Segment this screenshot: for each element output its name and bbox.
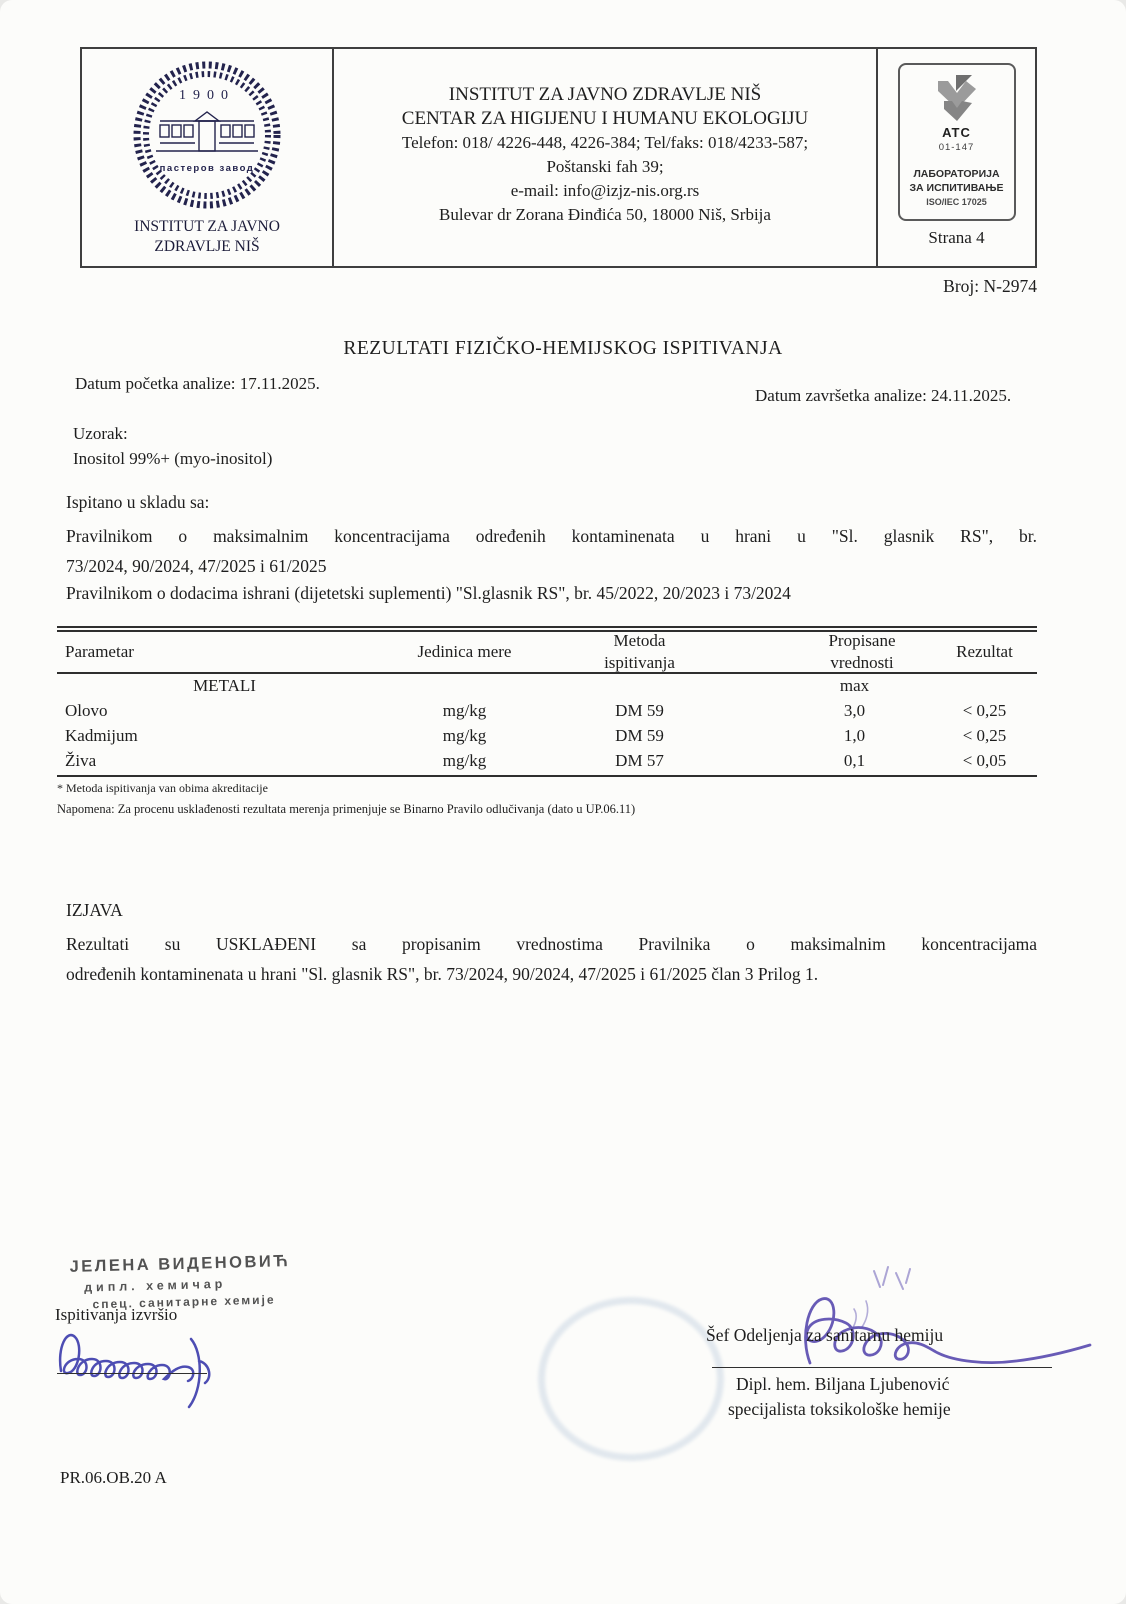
regulation-1	[66, 521, 1037, 581]
col-propisane	[732, 630, 902, 674]
cell-propisano: 3,0	[843, 700, 866, 720]
stamp-name: ЈЕЛЕНА ВИДЕНОВИЋ	[69, 1252, 291, 1276]
analysis-end-date: Datum završetka analize: 24.11.2025.	[755, 386, 1012, 405]
atc-label: ATC	[942, 125, 971, 140]
page-number-label: Strana 4	[928, 228, 985, 247]
cell-jedinica: mg/kg	[442, 725, 487, 745]
approver-role: Šef Odeljenja za sanitarnu hemiju	[706, 1325, 944, 1345]
footnote-accreditation: * Metoda ispitivanja van obima akreditacije	[57, 781, 268, 795]
atc-number: 01-147	[938, 142, 975, 153]
lab-line2: ЗА ИСПИТИВАЊЕ	[909, 182, 1004, 194]
accreditation-cell	[878, 49, 1035, 266]
center-name: CENTAR ZA HIGIJENU I HUMANU EKOLOGIJU	[401, 108, 809, 129]
laurel-wreath-outer	[137, 65, 277, 205]
iso-standard: ISO/IEC 17025	[926, 197, 987, 207]
cell-metoda: DM 59	[615, 725, 664, 745]
analyst-signature-line	[57, 1373, 207, 1374]
stamp-title1: дипл. хемичар	[83, 1276, 227, 1295]
regulation-2: Pravilnikom o dodacima ishrani (dijetetski suplementi) "Sl.glasnik RS", br. 45/2022, 20/2023 i 73/2024	[66, 583, 791, 603]
table-row	[57, 698, 1037, 723]
approver-name: Dipl. hem. Biljana Ljubenović	[736, 1374, 950, 1394]
col-parametar: Parametar	[65, 642, 134, 661]
cell-rezultat: < 0,25	[962, 725, 1007, 745]
logo-name-line1: INSTITUT ZA JAVNO	[134, 218, 280, 235]
cell-parametar: Živa	[65, 750, 97, 770]
analyst-handwritten-signature	[55, 1313, 255, 1413]
col-rezultat: Rezultat	[956, 642, 1013, 661]
cell-parametar: Kadmijum	[65, 725, 138, 745]
sample-value: Inositol 99%+ (myo-inositol)	[73, 449, 273, 468]
statement-heading: IZJAVA	[66, 900, 123, 920]
statement-text	[66, 929, 1037, 989]
group-label: METALI	[193, 676, 256, 695]
cell-metoda: DM 59	[615, 700, 664, 720]
institute-logo-graphic	[102, 55, 312, 260]
approver-signature-block	[690, 1255, 1090, 1435]
cell-jedinica: mg/kg	[442, 750, 487, 770]
table-row	[57, 723, 1037, 748]
analyst-name-stamp	[69, 1252, 291, 1312]
compliance-intro: Ispitano u skladu sa:	[66, 492, 210, 512]
limit-type: max	[839, 676, 870, 695]
letterhead-center	[334, 49, 878, 266]
cell-rezultat: < 0,05	[962, 750, 1007, 770]
building-illustration	[156, 112, 258, 151]
col-jedinica: Jedinica mere	[417, 642, 512, 661]
logo-building-caption: пастеров завод	[159, 163, 255, 174]
col-propisane-text: Propisane vrednosti	[828, 631, 896, 672]
institute-name: INSTITUT ZA JAVNO ZDRAVLJE NIŠ	[448, 84, 762, 105]
statement-line1: Rezultati su USKLAĐENI sa propisanim vrednostima Pravilnika o maksimalnim koncentracijama	[66, 934, 1037, 954]
cell-jedinica: mg/kg	[442, 700, 487, 720]
logo-name-line2: ZDRAVLJE NIŠ	[154, 238, 260, 255]
approver-signature-line	[712, 1367, 1052, 1368]
pobox-line: Poštanski fah 39;	[546, 157, 664, 176]
address-line: Bulevar dr Zorana Đinđića 50, 18000 Niš, Srbija	[439, 205, 771, 224]
report-title: REZULTATI FIZIČKO-HEMIJSKOG ISPITIVANJA	[343, 338, 783, 359]
col-metoda-text: Metoda ispitivanja	[604, 631, 675, 672]
table-bottom-rule	[57, 773, 1037, 777]
analysis-start-date: Datum početka analize: 17.11.2025.	[75, 374, 320, 393]
sample-label: Uzorak:	[73, 424, 128, 443]
col-metoda	[547, 630, 732, 674]
cell-metoda: DM 57	[615, 750, 664, 770]
letterhead	[80, 47, 1037, 268]
results-table	[57, 626, 1037, 817]
regulation-1-line1: Pravilnikom o maksimalnim koncentracijama određenih kontaminenata u hrani u "Sl. glasnik RS", br.	[66, 526, 1037, 546]
institute-logo	[82, 49, 334, 266]
accreditation-badge	[898, 63, 1016, 221]
footnote-note: Napomena: Za procenu usklađenosti rezultata merenja primenjuje se Binarno Pravilo odlučivanja (dato u UP.06.11)	[57, 802, 636, 816]
email-line: e-mail: info@izjz-nis.org.rs	[510, 181, 700, 200]
analyst-signature-label: Ispitivanja izvršio	[55, 1305, 178, 1324]
cell-parametar: Olovo	[65, 700, 108, 720]
logo-year: 1900	[179, 88, 235, 103]
report-number: Broj: N-2974	[943, 276, 1037, 296]
analyst-signature-block	[55, 1252, 335, 1435]
cell-propisano: 1,0	[843, 725, 866, 745]
stamp-title2: спец. санитарне хемије	[92, 1292, 276, 1312]
table-group-row	[57, 674, 1037, 698]
atc-chevron-icon	[930, 75, 984, 123]
approver-title: specijalista toksikološke hemije	[728, 1399, 951, 1419]
phone-line: Telefon: 018/ 4226-448, 4226-384; Tel/faks: 018/4233-587;	[401, 133, 809, 152]
cell-propisano: 0,1	[843, 750, 866, 770]
statement-line2: određenih kontaminenata u hrani "Sl. glasnik RS", br. 73/2024, 90/2024, 47/2025 i 61/2025 član 3 Prilog 1.	[66, 964, 819, 984]
cell-rezultat: < 0,25	[962, 700, 1007, 720]
lab-line1: ЛАБОРАТОРИЈА	[913, 168, 1000, 180]
form-code: PR.06.OB.20 A	[60, 1468, 167, 1487]
table-header-row	[57, 626, 1037, 674]
table-row	[57, 748, 1037, 773]
regulation-1-line2: 73/2024, 90/2024, 47/2025 i 61/2025	[66, 556, 327, 576]
